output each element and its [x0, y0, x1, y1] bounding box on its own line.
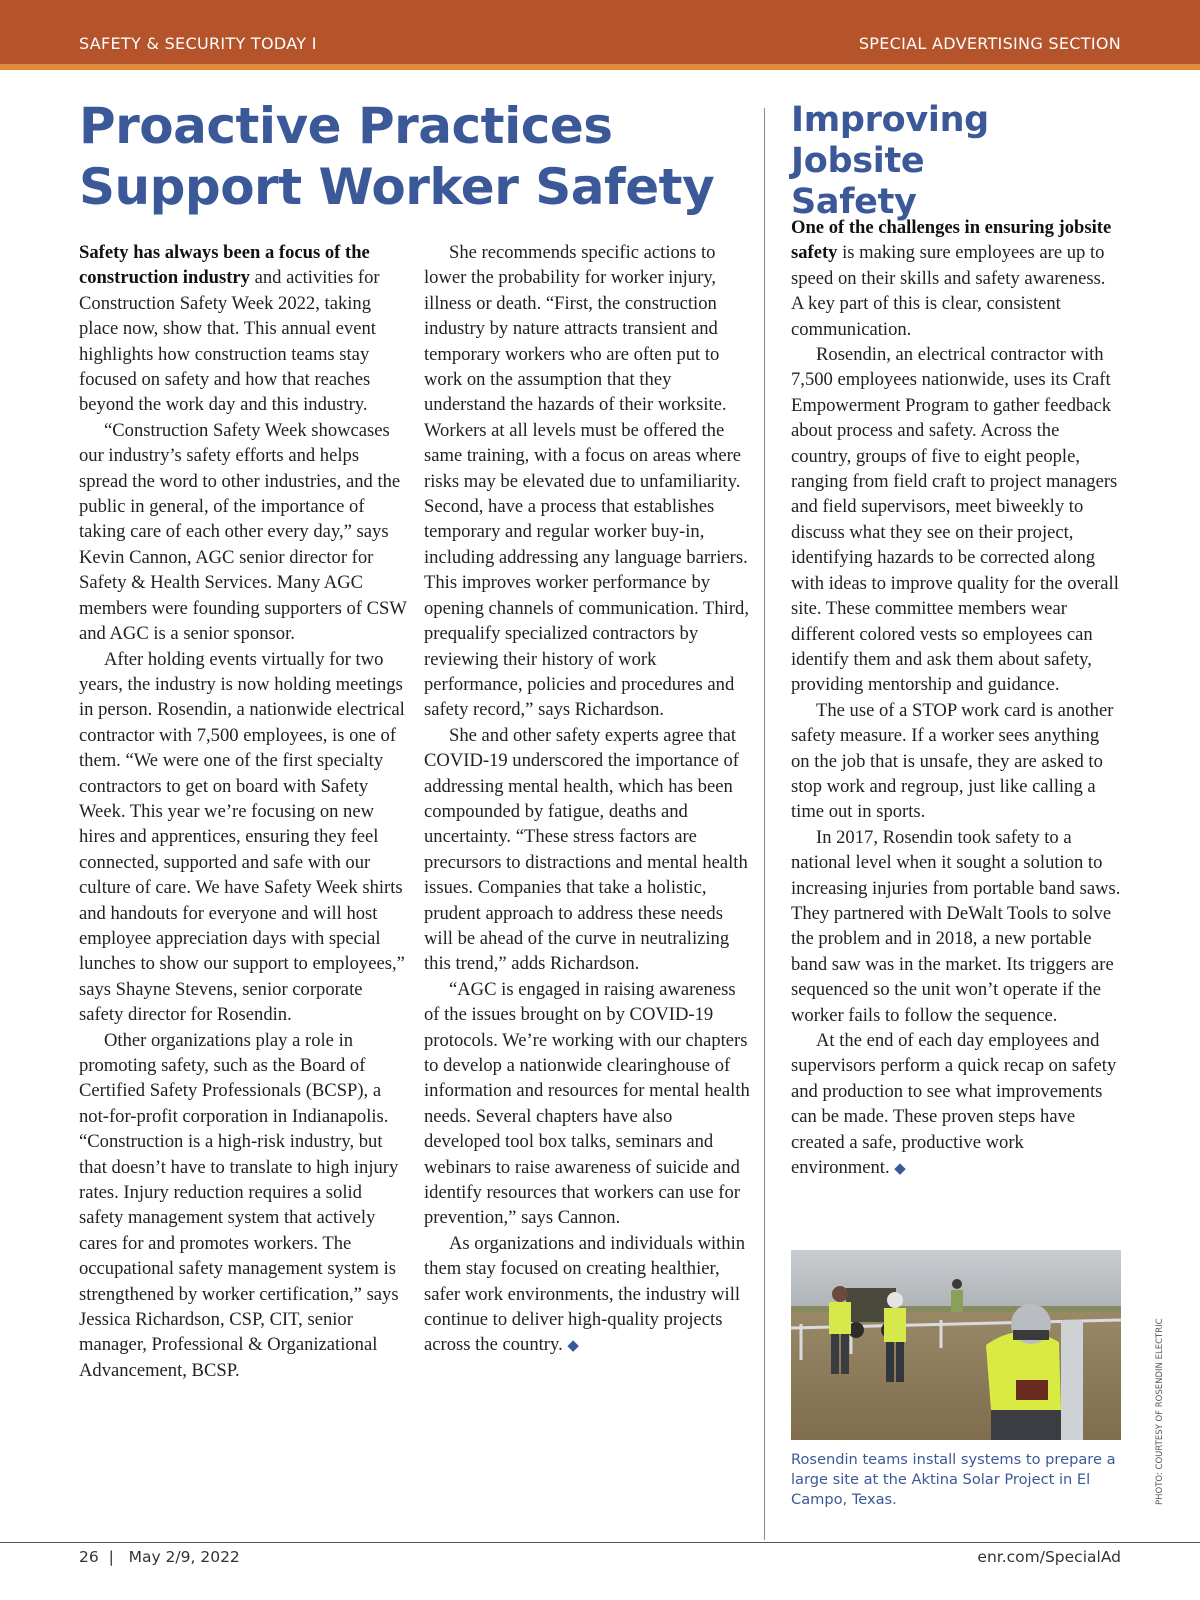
article-paragraph: In 2017, Rosendin took safety to a national level when it sought a solution to increasing injuries from portable band saws. They partnered with DeWalt Tools to solve the problem and in 2018, a new portable band saw was in the market. Its triggers are sequenced so the unit won’t operate if the worker fails to follow the sequence. — [791, 826, 1121, 1026]
article-paragraph: She and other safety experts agree that COVID-19 underscored the importance of addressing mental health, which has been compounded by fatigue, deaths and uncertainty. “These stress factors are precursors to distractions and mental health issues. Companies that take a holistic, prudent approach to address these needs will be ahead of the curve in neutralizing this trend,” adds Richardson. — [424, 724, 748, 975]
article-paragraph: “Construction Safety Week showcases our industry’s safety efforts and helps spread the word to other industries, and the public in general, of the importance of taking care of each other every day,” says Kevin Cannon, AGC senior director for Safety & Health Services. Many AGC members were founding supporters of CSW and AGC is a senior sponsor. — [79, 419, 407, 645]
paragraph-text: As organizations and individuals within them stay focused on creating healthier, safer work environments, the industry will continue to deliver high-quality projects across the country. — [424, 1232, 746, 1356]
photo-caption: Rosendin teams install systems to prepare a large site at the Aktina Solar Project in El Campo, Texas. — [791, 1451, 1116, 1508]
main-article-column-1 — [79, 240, 409, 1383]
article-paragraph — [791, 215, 1121, 342]
paragraph-text: At the end of each day employees and supervisors perform a quick recap on safety and production to see what improvements can be made. These proven steps have created a safe, productive work environment. — [791, 1030, 1117, 1179]
main-article-title — [79, 96, 729, 218]
page-info: 26 | May 2/9, 2022 — [79, 1548, 240, 1566]
article-paragraph — [79, 240, 409, 418]
photo-credit: PHOTO: COURTESY OF ROSENDIN ELECTRIC — [1155, 1318, 1165, 1505]
lead-in-text: One of the challenges in ensuring jobsite safety — [791, 217, 1112, 264]
main-article-column-2 — [424, 240, 750, 1360]
paragraph-text: is making sure employees are up to speed on their skills and safety awareness. A key part of this is clear, consistent communication. — [791, 242, 1106, 340]
side-title-line2: Safety — [791, 182, 917, 222]
publication-name: SAFETY & SECURITY TODAY I — [79, 34, 317, 53]
column-divider — [764, 108, 765, 1540]
sidebar-article-column — [791, 215, 1121, 1182]
article-paragraph: Other organizations play a role in promoting safety, such as the Board of Certified Safety Professionals (BCSP), a not-for-profit corporation in Indianapolis. “Construction is a high-risk industry, but that doesn’t have to translate to high injury rates. Injury reduction requires a solid safety management system that actively cares for and promotes workers. The occupational safety management system is strengthened by worker certification,” says Jessica Richardson, CSP, CIT, senior manager, Professional & Organizational Advancement, BCSP. — [79, 1029, 399, 1381]
article-paragraph: After holding events virtually for two years, the industry is now holding meetings in person. Rosendin, a nationwide electrical contractor with 7,500 employees, is one of them. “We were one of the first specialty contractors to get on board with Safety Week. This year we’re focusing on new hires and apprentices, ensuring they feel connected, supported and safe with our culture of care. We have Safety Week shirts and handouts for everyone and will host employee appreciation days with special lunches to show our support to employees,” says Shayne Stevens, senior corporate safety director for Rosendin. — [79, 648, 405, 1026]
article-paragraph: “AGC is engaged in raising awareness of the issues brought on by COVID-19 protocols. We’re working with our chapters to develop a nationwide clearinghouse of information and resources for mental health needs. Several chapters have also developed tool box talks, seminars and webinars to raise awareness of suicide and identify resources that workers can use for prevention,” says Cannon. — [424, 978, 750, 1229]
article-paragraph — [791, 1028, 1121, 1182]
footer-rule — [0, 1542, 1200, 1543]
footer-url: enr.com/SpecialAd — [977, 1548, 1121, 1566]
article-paragraph: She recommends specific actions to lower the probability for worker injury, illness or death. “First, the construction industry by nature attracts transient and temporary workers who are often put to work on the assumption that they understand the hazards of their worksite. Workers at all levels must be offered the same training, with a focus on areas where risks may be elevated due to unfamiliarity. Second, have a process that establishes temporary and regular worker buy-in, including addressing any language barriers. This improves worker performance by opening channels of communication. Third, prequalify specialized contractors by reviewing their history of work performance, policies and procedures and safety record,” says Richardson. — [424, 242, 749, 721]
main-title-line2: Support Worker Safety — [79, 158, 715, 216]
article-paragraph: The use of a STOP work card is another safety measure. If a worker sees anything on the job that is unsafe, they are asked to stop work and regroup, just like calling a time out in sports. — [791, 699, 1114, 823]
end-mark-icon: ◆ — [894, 1161, 906, 1178]
article-paragraph — [424, 1231, 750, 1360]
main-title-line1: Proactive Practices — [79, 97, 613, 155]
end-mark-icon: ◆ — [567, 1338, 579, 1355]
header-bar — [0, 0, 1200, 70]
paragraph-text: and activities for Construction Safety Week 2022, taking place now, show that. This annual event highlights how construction teams stay focused on safety and how that reaches beyond the work day and this industry. — [79, 267, 380, 416]
side-title-line1: Improving Jobsite — [791, 100, 989, 181]
lead-in-text: Safety has always been a focus of the construction industry — [79, 242, 370, 289]
sidebar-article-title — [791, 100, 1131, 223]
article-paragraph: Rosendin, an electrical contractor with 7,500 employees nationwide, uses its Craft Empowerment Program to gather feedback about process and safety. Across the country, groups of five to eight people, ranging from field craft to project managers and field supervisors, meet biweekly to discuss what they see on their project, identifying hazards to be corrected along with ideas to improve quality for the overall site. These committee members wear different colored vests so employees can identify them and ask them about safety, providing mentorship and guidance. — [791, 344, 1119, 696]
section-label: SPECIAL ADVERTISING SECTION — [858, 34, 1121, 53]
jobsite-photo — [791, 1250, 1121, 1440]
